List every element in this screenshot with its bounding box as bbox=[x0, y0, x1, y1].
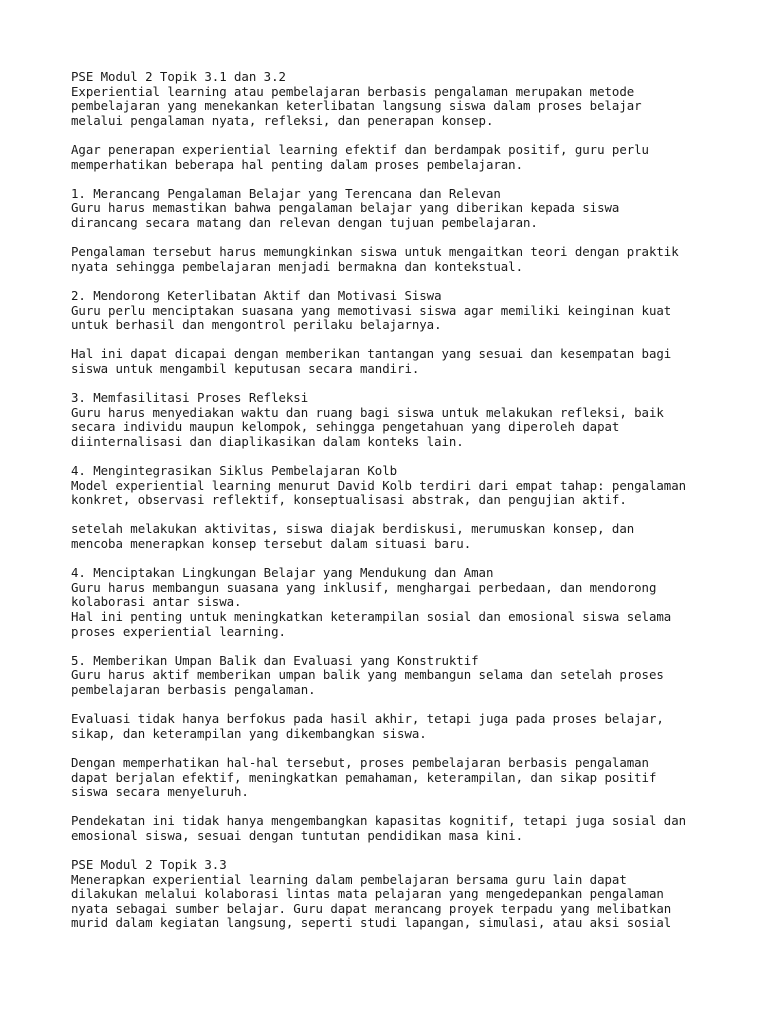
text-line: 1. Merancang Pengalaman Belajar yang Terencana dan Relevan bbox=[71, 185, 501, 201]
text-line: proses experiential learning. bbox=[71, 623, 286, 639]
text-line: memperhatikan beberapa hal penting dalam proses pembelajaran. bbox=[71, 156, 523, 172]
paragraph-block bbox=[71, 245, 751, 274]
paragraph-block bbox=[71, 712, 751, 741]
text-line: Pendekatan ini tidak hanya mengembangkan kapasitas kognitif, tetapi juga sosial dan bbox=[71, 813, 687, 829]
text-line: Hal ini dapat dicapai dengan memberikan tantangan yang sesuai dan kesempatan bagi bbox=[71, 346, 672, 362]
text-line: dapat berjalan efektif, meningkatkan pemahaman, keterampilan, dan sikap positif bbox=[71, 769, 657, 785]
paragraph-block bbox=[71, 858, 751, 931]
text-line: siswa untuk mengambil keputusan secara mandiri. bbox=[71, 360, 420, 376]
text-line: nyata sehingga pembelajaran menjadi bermakna dan kontekstual. bbox=[71, 258, 523, 274]
text-line: siswa secara menyeluruh. bbox=[71, 784, 249, 800]
text-line: Menerapkan experiential learning dalam pembelajaran bersama guru lain dapat bbox=[71, 871, 627, 887]
text-line: PSE Modul 2 Topik 3.3 bbox=[71, 857, 227, 873]
paragraph-block bbox=[71, 522, 751, 551]
text-line: murid dalam kegiatan langsung, seperti studi lapangan, simulasi, atau aksi sosial bbox=[71, 915, 672, 931]
paragraph-block bbox=[71, 654, 751, 698]
text-line: Evaluasi tidak hanya berfokus pada hasil akhir, tetapi juga pada proses belajar, bbox=[71, 711, 664, 727]
paragraph-block bbox=[71, 566, 751, 639]
text-line: pembelajaran berbasis pengalaman. bbox=[71, 681, 316, 697]
paragraph-block bbox=[71, 464, 751, 508]
text-line: sikap, dan keterampilan yang dikembangkan siswa. bbox=[71, 725, 427, 741]
text-line: Pengalaman tersebut harus memungkinkan siswa untuk mengaitkan teori dengan praktik bbox=[71, 244, 679, 260]
text-line: emosional siswa, sesuai dengan tuntutan pendidikan masa kini. bbox=[71, 827, 523, 843]
text-line: mencoba menerapkan konsep tersebut dalam situasi baru. bbox=[71, 536, 472, 551]
paragraph-block bbox=[71, 391, 751, 449]
text-line: untuk berhasil dan mengontrol perilaku belajarnya. bbox=[71, 317, 442, 333]
text-line: secara individu maupun kelompok, sehingga pengetahuan yang diperoleh dapat bbox=[71, 419, 620, 435]
text-line: Dengan memperhatikan hal-hal tersebut, proses pembelajaran berbasis pengalaman bbox=[71, 754, 649, 770]
text-line: nyata sebagai sumber belajar. Guru dapat merancang proyek terpadu yang melibatkan bbox=[71, 900, 672, 916]
paragraph-block bbox=[71, 143, 751, 172]
text-line: Experiential learning atau pembelajaran berbasis pengalaman merupakan metode bbox=[71, 83, 635, 99]
text-line: 4. Menciptakan Lingkungan Belajar yang Mendukung dan Aman bbox=[71, 565, 494, 581]
text-line: Agar penerapan experiential learning efektif dan berdampak positif, guru perlu bbox=[71, 141, 649, 157]
text-line: kolaborasi antar siswa. bbox=[71, 594, 242, 610]
text-line: Guru perlu menciptakan suasana yang memotivasi siswa agar memiliki keinginan kuat bbox=[71, 302, 672, 318]
paragraph-block bbox=[71, 347, 751, 376]
paragraph-block bbox=[71, 70, 751, 128]
text-line: pembelajaran yang menekankan keterlibatan langsung siswa dalam proses belajar bbox=[71, 98, 642, 114]
document-page bbox=[71, 70, 751, 946]
text-line: dilakukan melalui kolaborasi lintas mata pelajaran yang mengedepankan pengalaman bbox=[71, 886, 664, 902]
text-line: 2. Mendorong Keterlibatan Aktif dan Motivasi Siswa bbox=[71, 287, 442, 303]
paragraph-block bbox=[71, 289, 751, 333]
text-line: Guru harus memastikan bahwa pengalaman belajar yang diberikan kepada siswa bbox=[71, 200, 620, 216]
text-line: Model experiential learning menurut David Kolb terdiri dari empat tahap: pengalaman bbox=[71, 477, 687, 493]
text-line: 4. Mengintegrasikan Siklus Pembelajaran Kolb bbox=[71, 463, 398, 479]
text-line: diinternalisasi dan diaplikasikan dalam konteks lain. bbox=[71, 433, 464, 449]
text-line: melalui pengalaman nyata, refleksi, dan penerapan konsep. bbox=[71, 112, 494, 128]
text-line: konkret, observasi reflektif, konseptualisasi abstrak, dan pengujian aktif. bbox=[71, 492, 627, 508]
text-line: 3. Memfasilitasi Proses Refleksi bbox=[71, 390, 309, 406]
text-line: Guru harus membangun suasana yang inklusif, menghargai perbedaan, dan mendorong bbox=[71, 579, 657, 595]
paragraph-block bbox=[71, 756, 751, 800]
text-line: dirancang secara matang dan relevan dengan tujuan pembelajaran. bbox=[71, 214, 538, 230]
text-line: Guru harus menyediakan waktu dan ruang bagi siswa untuk melakukan refleksi, baik bbox=[71, 404, 664, 420]
text-line: Guru harus aktif memberikan umpan balik yang membangun selama dan setelah proses bbox=[71, 667, 664, 683]
paragraph-block bbox=[71, 814, 751, 843]
text-line: PSE Modul 2 Topik 3.1 dan 3.2 bbox=[71, 69, 286, 84]
text-line: Hal ini penting untuk meningkatkan keterampilan sosial dan emosional siswa selama bbox=[71, 608, 672, 624]
text-line: setelah melakukan aktivitas, siswa diajak berdiskusi, merumuskan konsep, dan bbox=[71, 521, 635, 537]
text-line: 5. Memberikan Umpan Balik dan Evaluasi yang Konstruktif bbox=[71, 652, 479, 668]
paragraph-block bbox=[71, 187, 751, 231]
